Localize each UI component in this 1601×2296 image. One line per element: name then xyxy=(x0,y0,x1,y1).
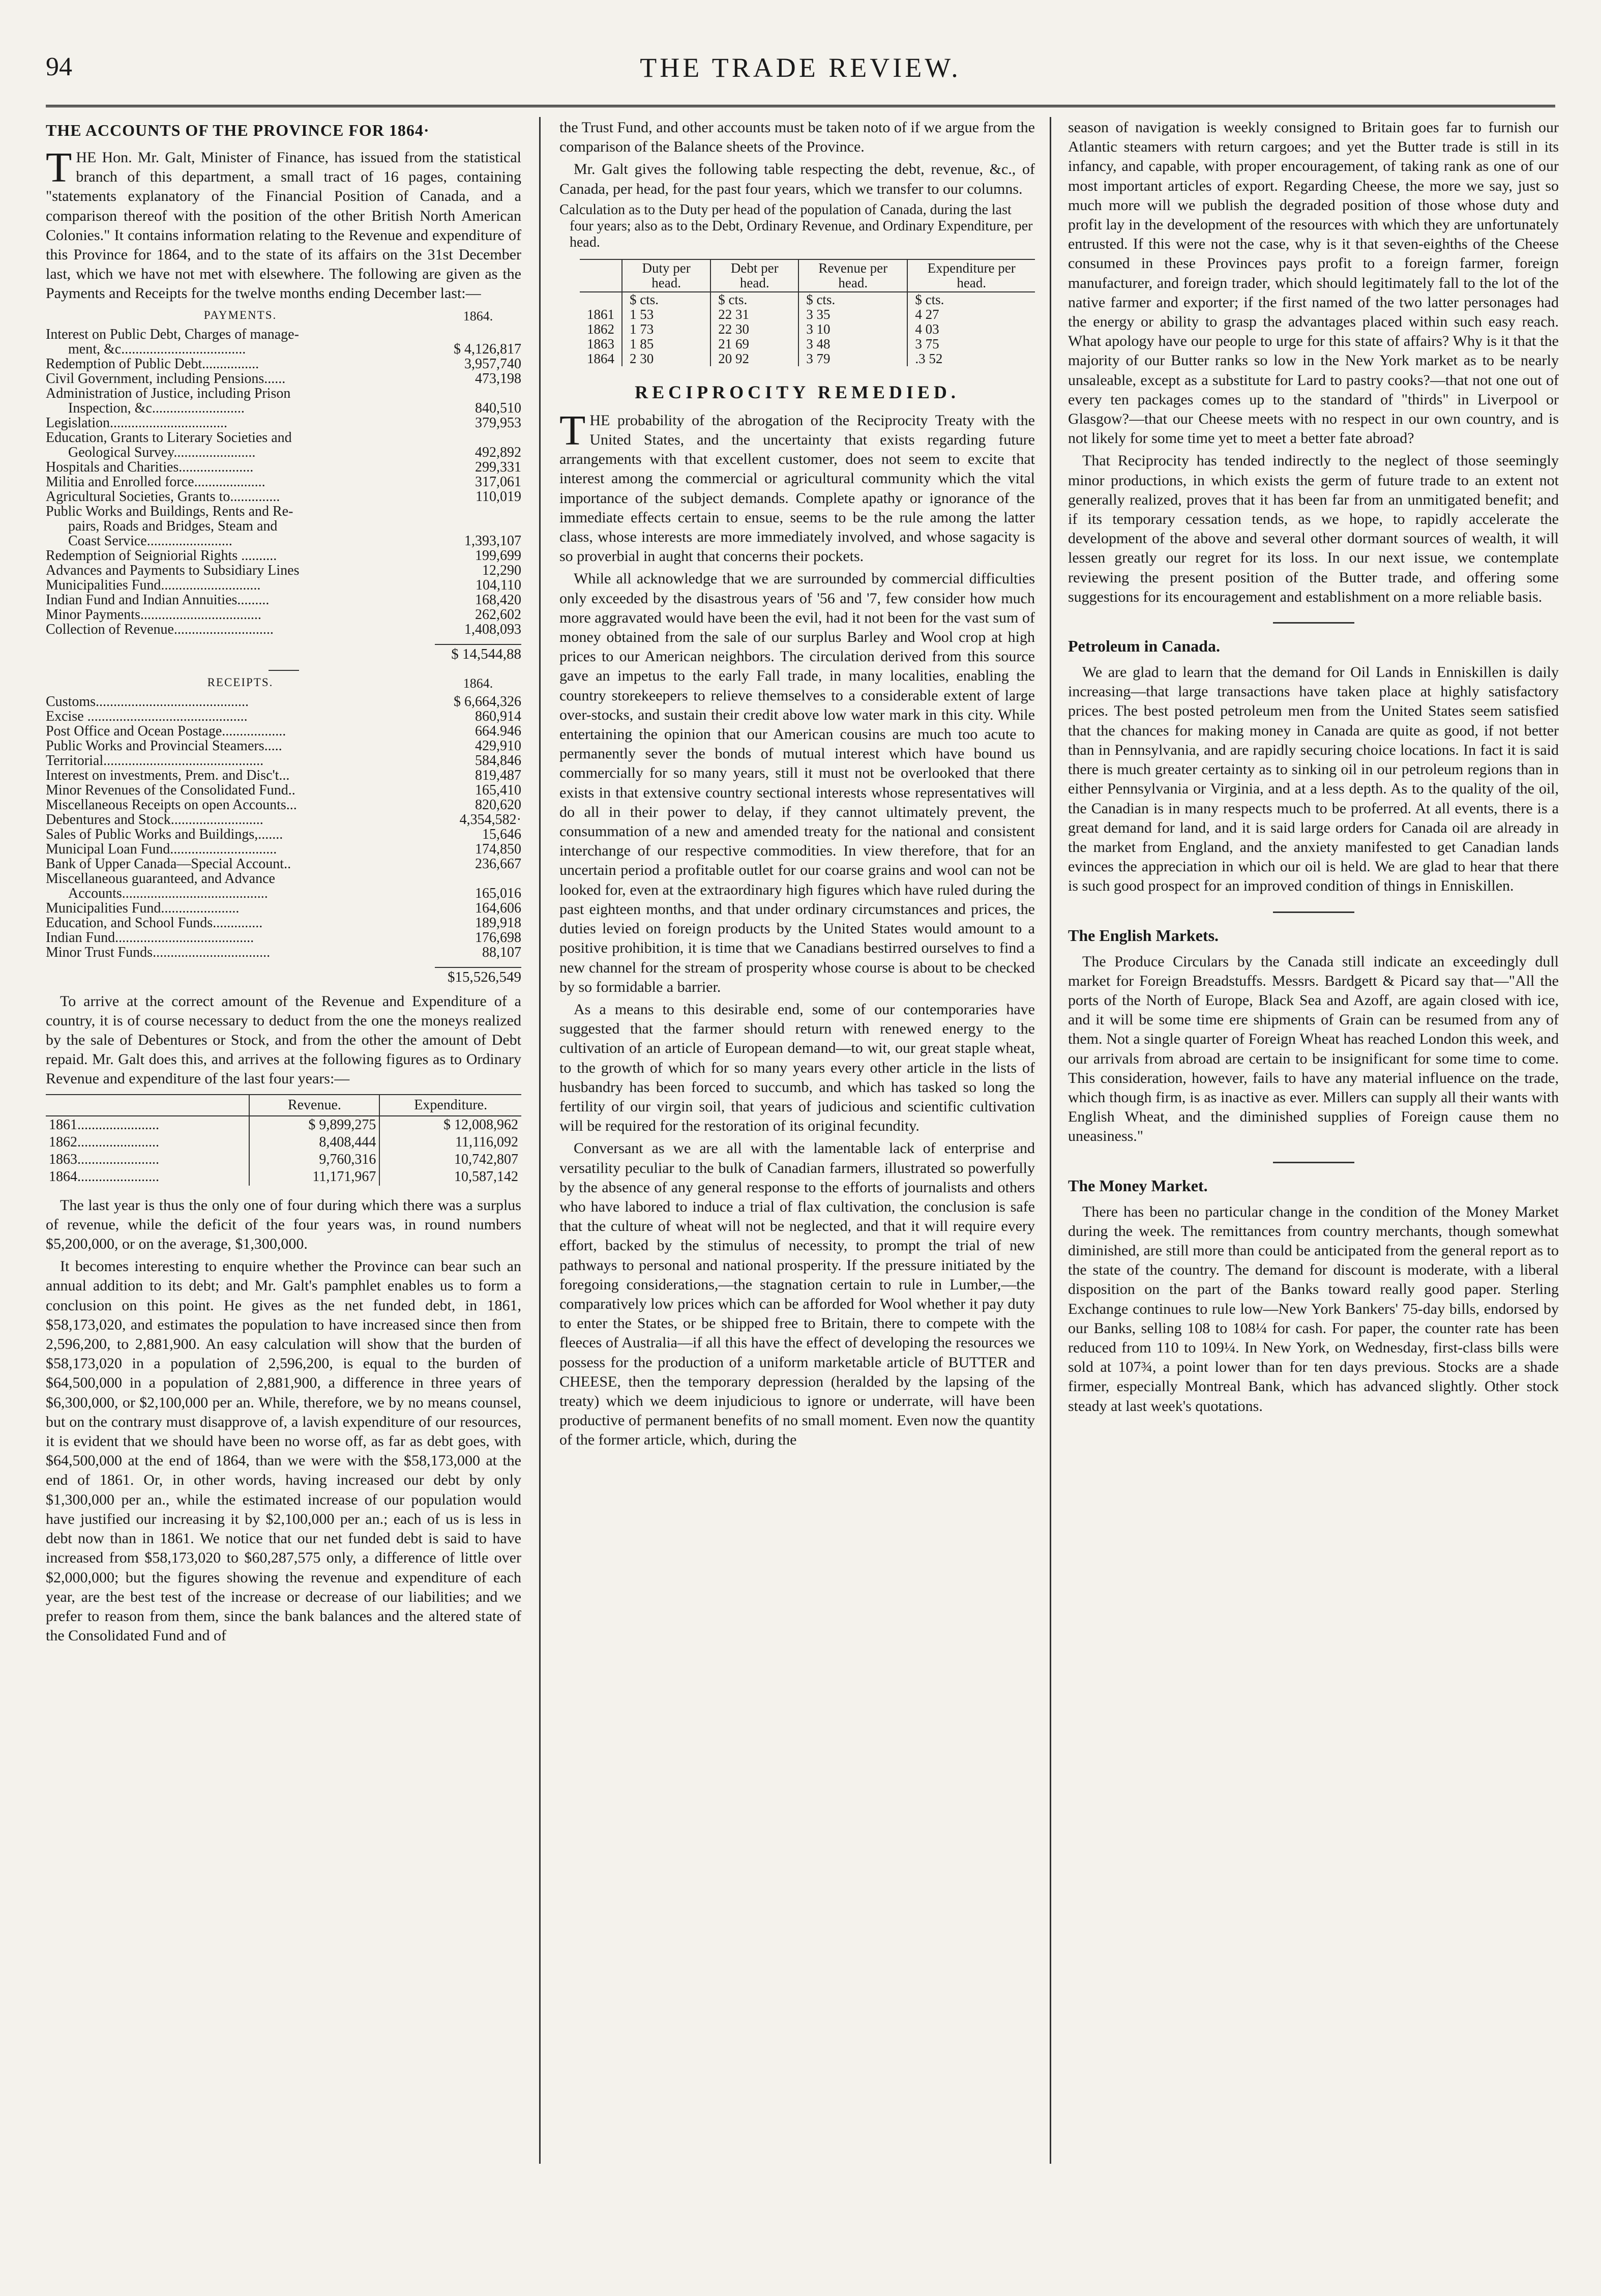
ledger-label: Territorial............................................. xyxy=(46,752,264,769)
payments-label: PAYMENTS. xyxy=(203,308,277,321)
table-header xyxy=(46,1095,249,1116)
divider xyxy=(1273,911,1354,913)
table-cell: 3 48 xyxy=(798,337,907,351)
ledger-label: Minor Payments.................................. xyxy=(46,606,261,623)
ledger-row xyxy=(46,901,521,916)
ledger-row xyxy=(46,783,521,798)
ledger-value: $ 4,126,817 xyxy=(454,341,521,357)
ledger-label: Debentures and Stock.......................... xyxy=(46,811,263,828)
drop-cap: T xyxy=(46,144,72,191)
unit-cell xyxy=(580,292,622,307)
table-cell: 3 75 xyxy=(907,337,1035,351)
table-cell: 3 79 xyxy=(798,351,907,366)
paragraph: There has been no particular change in the condition of the Money Market during the week. The remittances from country merchants, though somewhat diminished, are still more than could be anticipated from the general report as to the state of the country. The demand for discount is moderate, with a liberal disposition on the part of the Banks toward really good paper. Sterling Exchange continues to rule low—New York Bankers' 75-day bills, endorsed by our Banks, selling 108 to 108¼ for cash. For paper, the counter rate has been reduced from 110 to 109¼. In New York, on Wednesday, first-class bills were sold at 107¾, a point lower than for ten days previous. Stocks are a shade firmer, especially Montreal Bank, which has advanced slightly. Other stock steady at last week's quotations. xyxy=(1068,1203,1559,1415)
ledger-row xyxy=(46,534,521,548)
ledger-label: Civil Government, including Pensions...... xyxy=(46,370,286,387)
paragraph: Mr. Galt gives the following table respecting the debt, revenue, &c., of Canada, per head, for the past four years, which we transfer to our columns. xyxy=(559,161,1035,197)
intro-text: HE Hon. Mr. Galt, Minister of Finance, has issued from the statistical branch of this department, a small tract of 16 pages, containing "statements explanatory of the Financial Position of Canada, and a comparison thereof with the position of the other British North American Colonies." It contains information relating to the Revenue and expenditure of this Province for 1864, and to the state of its affairs on the 31st December last, which we have not met with elsewhere. The following are given as the Payments and Receipts for the twelve months ending December last:— xyxy=(46,149,521,302)
drop-cap: T xyxy=(559,406,586,454)
receipts-label: RECEIPTS. xyxy=(207,675,274,689)
ledger-value xyxy=(435,519,521,534)
ledger-row xyxy=(46,607,521,622)
column-1 xyxy=(46,118,521,2169)
article-intro xyxy=(46,144,521,304)
ledger-label: Municipalities Fund............................ xyxy=(46,577,261,593)
table-header: Revenue. xyxy=(249,1095,379,1116)
paragraph: While all acknowledge that we are surrounded by commercial difficulties only exceeded by the disastrous years of '56 and '7, few consider how much more aggravated would have been the evil, had it not been for the vast sum of money obtained from the sale of our surplus Barley and Wool crop at high prices to our American neighbors. The circulation derived from this source gave an impetus to the early Fall trade, in many localities, enabling the country storekeepers to relieve themselves to a considerable extent of large over-stocks, and sustain their credit above low water mark in this city. While entertaining the opinion that our American cousins are much too acute to permanently sever the bonds of mutual interest which have bound us commercially for so many years, still it must not be overlooked that there exists in that extensive country sectional interests whose representatives will do all in their power to delay, if they cannot ultimately prevent, the consummation of a new and amended treaty for the national and consistent interchange of our respective commodities. In view therefore, that for an uncertain period a profitable outlet for our coarse grains and wool can not be looked for, even at the extraordinary high figures which have ruled during the past eighteen months, and that under ordinary circumstances and prices, the duties levied on foreign products by the United States would amount to a positive prohibition, it is time that we Canadians bestirred ourselves to find a new channel for the stream of prosperity whose course is about to be checked by so formidable a barrier. xyxy=(559,570,1035,995)
ledger-row xyxy=(46,371,521,386)
ledger-row xyxy=(46,857,521,871)
ledger-label: Sales of Public Works and Buildings,....... xyxy=(46,826,283,842)
paragraph: It becomes interesting to enquire whether the Province can bear such an annual addition to its debt; and Mr. Galt's pamphlet enables us to form a conclusion on this point. He gives as the net funded debt, in 1861, $58,173,020, and estimates the population to have increased since then from 2,596,200, to 2,881,900. An easy calculation will show that the burden of $58,173,020 in a population of 2,596,200, is equal to the burden of $64,500,000 in a population of 2,881,900, a difference in three years of $6,300,000, or $2,100,000 per an. While, therefore, we by no means counsel, but on the contrary must disapprove of, a lavish expenditure of our resources, it is evident that we should have been no worse off, as far as debt goes, with $64,500,000 at the end of 1864, than we were with the $58,173,000 at the end of 1861. Or, in other words, having increased our debt by only $1,300,000 per an., while the estimated increase of our population would have justified our increasing it by $2,100,000 per an.; each of us is less in debt now than in 1861. We notice that our net funded debt is said to have increased from $58,173,020 to $60,287,575 only, a difference of little over $2,000,000; but the figures showing the revenue and expenditure of each year, are the best test of the increase or decrease of our liabilities; and we prefer to reason from them, since the bank balances and the altered state of the Consolidated Fund and of xyxy=(46,1258,521,1644)
table-cell: 1861 xyxy=(587,306,614,322)
ledger-row xyxy=(46,563,521,578)
ledger-value: 317,061 xyxy=(475,474,521,490)
ledger-row xyxy=(46,622,521,637)
divider xyxy=(269,670,299,671)
section-title: Petroleum in Canada. xyxy=(1068,637,1220,656)
unit-cell: $ cts. xyxy=(907,292,1035,307)
paragraph: We are glad to learn that the demand for Oil Lands in Enniskillen is daily increasing—that large transactions have taken place at highly satisfactory prices. The best posted petroleum men from the United States seem satisfied that the chances for making money in Canada are quite as good, if not better than in Pennsylvania, and are rapidly securing choice locations. In fact it is said there is much greater certainty as to sinking oil in our petroleum regions than in either Pennsylvania or Virginia, and at a less depth. As to the quality of the oil, the Canadian is in many respects much to be proferred. At all events, there is a great demand for land, and it is said large orders for Canada oil are already in the market from England, and the anxiety manifested to get Canadian lands evinces the appreciation in which our oil is held. We are glad to hear that there is such good prospect for an improved condition of things in Enniskillen. xyxy=(1068,664,1559,895)
ledger-value: 164,606 xyxy=(475,900,521,916)
table-row xyxy=(580,337,1035,351)
receipts-year: 1864. xyxy=(463,675,493,691)
ledger-row xyxy=(46,357,521,371)
ledger-value: 4,354,582· xyxy=(459,811,521,828)
ledger-row xyxy=(46,401,521,416)
paragraph: Conversant as we are all with the lamentable lack of enterprise and versatility peculiar to the bulk of Canadian farmers, illustrated so powerfully by the absence of any general response to the efforts of journalists and others who have labored to induce a trial of flax cultivation, the conclusion is safe that the culture of wheat will not be neglected, and that it will require every effort, backed by the stimulus of necessity, to prompt the trial of new pathways to personal and national prosperity. If the pressure initiated by the foregoing considerations,—the stagnation certain to rule in Lumber,—the comparatively low prices which can be afforded for Wool whether it pay duty to enter the States, or be shipped free to Britain, there to compete with the fleeces of Australia—if all this have the effect of developing the resources we possess for the production of a uniform marketable article of BUTTER and CHEESE, then the temporary depression (heralded by the lapsing of the treaty) which we deem injudicious to ignore or underrate, will have been productive of permanent benefits of no small moment. Even now the quantity of the former article, which, during the xyxy=(559,1140,1035,1449)
table-cell: 1 73 xyxy=(622,322,710,337)
ledger-value: 15,646 xyxy=(482,826,521,842)
ledger-value: $ 6,664,326 xyxy=(454,693,521,710)
ledger-value: 492,892 xyxy=(475,444,521,460)
revenue-cell: 9,760,316 xyxy=(249,1151,379,1168)
ledger-label: Legislation................................. xyxy=(46,415,227,431)
table-cell: 1 53 xyxy=(622,307,710,322)
ledger-label: Inspection, &c.......................... xyxy=(68,400,245,416)
column-rule xyxy=(539,117,541,2164)
ledger-row xyxy=(46,416,521,430)
table-cell: .3 52 xyxy=(907,351,1035,366)
ledger-row xyxy=(46,519,521,534)
ledger-row xyxy=(46,342,521,357)
ledger-row xyxy=(46,386,521,401)
ledger-label: Municipal Loan Fund.............................. xyxy=(46,841,277,857)
table-row xyxy=(46,1151,521,1168)
ledger-value: 820,620 xyxy=(475,797,521,813)
ledger-value xyxy=(435,430,521,445)
divider xyxy=(1273,1162,1354,1163)
ledger-label: Interest on Public Debt, Charges of manage- xyxy=(46,326,299,342)
article-title: THE ACCOUNTS OF THE PROVINCE FOR 1864· xyxy=(46,121,430,139)
ledger-value: 165,016 xyxy=(475,885,521,901)
revenue-cell: 8,408,444 xyxy=(249,1134,379,1151)
unit-cell: $ cts. xyxy=(710,292,798,307)
ledger-label: Municipalities Fund...................... xyxy=(46,900,240,916)
ledger-row xyxy=(46,504,521,519)
ledger-row xyxy=(46,593,521,607)
ledger-value: 299,331 xyxy=(475,459,521,475)
table-cell: 22 30 xyxy=(710,322,798,337)
ledger-row xyxy=(46,548,521,563)
divider xyxy=(1273,622,1354,624)
ledger-label: Collection of Revenue............................ xyxy=(46,621,274,637)
table-header: Expenditure. xyxy=(379,1095,521,1116)
paragraph: That Reciprocity has tended indirectly to the neglect of those seemingly minor productions, in which exists the germ of future trade to an extent not generally realized, proves that it has been far from an unmitigated benefit; and if its temporary cessation tends, as we hope, to rapidly accelerate the development of the above and several other dormant sources of wealth, it will lessen greatly our regret for its loss. In our next issue, we contemplate reviewing the present position of the Butter trade, and offering some suggestions for its encouragement and establishment on a more reliable basis. xyxy=(1068,452,1559,605)
table-cell: 22 31 xyxy=(710,307,798,322)
ledger-value: 189,918 xyxy=(475,915,521,931)
revenue-expenditure-table xyxy=(46,1094,521,1186)
ledger-row xyxy=(46,724,521,739)
table-caption: Calculation as to the Duty per head of the population of Canada, during the last four years; also as to the Debt, Ordinary Revenue, and Ordinary Expenditure, per head. xyxy=(559,201,1033,250)
ledger-value xyxy=(435,327,521,342)
receipts-ledger xyxy=(46,694,521,960)
ledger-label: Advances and Payments to Subsidiary Lines xyxy=(46,562,300,578)
ledger-label: Education, Grants to Literary Societies and xyxy=(46,429,292,446)
ledger-value: 473,198 xyxy=(475,370,521,387)
ledger-value xyxy=(435,504,521,519)
ledger-value: 110,019 xyxy=(476,488,521,505)
receipts-total: $15,526,549 xyxy=(435,967,521,986)
column-rule xyxy=(1050,117,1051,2164)
ledger-row xyxy=(46,445,521,460)
ledger-value: 584,846 xyxy=(475,752,521,769)
ledger-value: 860,914 xyxy=(475,708,521,724)
ledger-label: Indian Fund and Indian Annuities......... xyxy=(46,592,270,608)
year-cell: 1864....................... xyxy=(49,1168,159,1185)
ledger-label: Redemption of Public Debt................ xyxy=(46,356,259,372)
ledger-row xyxy=(46,827,521,842)
ledger-row xyxy=(46,812,521,827)
ledger-value xyxy=(435,871,521,886)
ledger-label: Accounts......................................... xyxy=(68,885,268,901)
table-header: Expenditure per head. xyxy=(907,259,1035,292)
payments-total: $ 14,544,88 xyxy=(435,644,521,663)
table-header xyxy=(580,259,622,292)
table-cell: 1864 xyxy=(587,350,614,366)
ledger-label: Excise ............................................. xyxy=(46,708,248,724)
year-cell: 1861....................... xyxy=(49,1116,159,1133)
article-intro xyxy=(559,406,1035,567)
ledger-label: Coast Service........................ xyxy=(68,533,232,549)
table-cell: 3 10 xyxy=(798,322,907,337)
ledger-row xyxy=(46,871,521,886)
table-body xyxy=(46,1116,521,1186)
ledger-value: 262,602 xyxy=(475,606,521,623)
payments-ledger xyxy=(46,327,521,637)
ledger-value: 236,667 xyxy=(475,856,521,872)
ledger-value: 429,910 xyxy=(475,738,521,754)
table-header: Debt per head. xyxy=(710,259,798,292)
ledger-row xyxy=(46,930,521,945)
ledger-label: Customs........................................... xyxy=(46,693,249,710)
ledger-label: Redemption of Seigniorial Rights .......... xyxy=(46,547,277,564)
payments-year: 1864. xyxy=(463,308,493,323)
ledger-row xyxy=(46,327,521,342)
intro-text: HE probability of the abrogation of the Reciprocity Treaty with the United States, and the uncertainty that exists regarding future arrangements with that excellent customer, does not seem to excite that interest among the commercial or agricultural community which the vital importance of the subject demands. Complete apathy or ignorance of the immediate effects certain to ensue, seems to be the rule among the latter class, whose interests are more immediately involved, and whose sagacity is so proverbial in aught that concerns their pockets. xyxy=(559,411,1035,565)
ledger-row xyxy=(46,578,521,593)
table-cell: 3 35 xyxy=(798,307,907,322)
year-cell: 1862....................... xyxy=(49,1134,159,1150)
ledger-row xyxy=(46,842,521,857)
ledger-label: Administration of Justice, including Prison xyxy=(46,385,291,401)
ledger-row xyxy=(46,798,521,812)
table-row xyxy=(46,1116,521,1134)
ledger-label: pairs, Roads and Bridges, Steam and xyxy=(68,518,278,534)
table-row xyxy=(46,1168,521,1186)
ledger-value: 174,850 xyxy=(475,841,521,857)
ledger-value: 1,393,107 xyxy=(464,533,521,549)
expenditure-cell: 11,116,092 xyxy=(379,1134,521,1151)
ledger-row xyxy=(46,694,521,709)
ledger-value: 3,957,740 xyxy=(464,356,521,372)
ledger-row xyxy=(46,886,521,901)
ledger-label: Public Works and Provincial Steamers..... xyxy=(46,738,282,754)
ledger-row xyxy=(46,753,521,768)
ledger-label: Interest on investments, Prem. and Disc't... xyxy=(46,767,290,783)
section-title: The Money Market. xyxy=(1068,1176,1208,1195)
ledger-label: Minor Trust Funds................................. xyxy=(46,944,271,960)
table-header: Revenue per head. xyxy=(798,259,907,292)
ledger-value xyxy=(435,386,521,401)
paragraph: the Trust Fund, and other accounts must be taken noto of if we argue from the comparison of the Balance sheets of the Province. xyxy=(559,119,1035,156)
ledger-value: 664.946 xyxy=(475,723,521,739)
ledger-label: Miscellaneous guaranteed, and Advance xyxy=(46,870,275,887)
section-title: The English Markets. xyxy=(1068,926,1219,945)
table-header-row xyxy=(580,259,1035,292)
ledger-row xyxy=(46,768,521,783)
ledger-label: ment, &c................................... xyxy=(68,341,246,357)
masthead xyxy=(46,49,1555,107)
ledger-value: 176,698 xyxy=(475,929,521,946)
ledger-value: 165,410 xyxy=(475,782,521,798)
per-head-table xyxy=(580,259,1035,366)
table-cell: 4 03 xyxy=(907,322,1035,337)
table-header: Duty per head. xyxy=(622,259,710,292)
ledger-label: Minor Revenues of the Consolidated Fund.. xyxy=(46,782,295,798)
revenue-cell: $ 9,899,275 xyxy=(249,1116,379,1134)
paragraph: The Produce Circulars by the Canada still indicate an exceedingly dull market for Foreign Breadstuffs. Messrs. Bardgett & Picard say that—"All the ports of the North of Europe, Black Sea and Azoff, are again closed with ice, and it will be some time ere shipments of Grain can be resumed from any of them. Not a single quarter of Foreign Wheat has reached London this week, and our arrivals from abroad are certain to be insignificant for some time to come. This consideration, however, fails to have any material influence on the trade, which though firm, is as inactive as ever. Millers can supply all their wants with English Wheat, and the diminished supplies of Foreign cause them no uneasiness." xyxy=(1068,953,1559,1145)
table-row xyxy=(580,351,1035,366)
ledger-label: Miscellaneous Receipts on open Accounts... xyxy=(46,797,297,813)
article-title: RECIPROCITY REMEDIED. xyxy=(635,381,960,402)
expenditure-cell: 10,587,142 xyxy=(379,1168,521,1186)
ledger-label: Public Works and Buildings, Rents and Re- xyxy=(46,503,293,519)
ledger-label: Militia and Enrolled force.................... xyxy=(46,474,265,490)
ledger-row xyxy=(46,739,521,753)
ledger-row xyxy=(46,489,521,504)
ledger-value: 379,953 xyxy=(475,415,521,431)
ledger-value: 88,107 xyxy=(482,944,521,960)
table-row xyxy=(46,1134,521,1151)
ledger-value: 199,699 xyxy=(475,547,521,564)
paragraph: The last year is thus the only one of four during which there was a surplus of revenue, while the deficit of the four years was, in round numbers $5,200,000, or on the average, $1,300,000. xyxy=(46,1196,521,1253)
table-cell: 2 30 xyxy=(622,351,710,366)
unit-cell: $ cts. xyxy=(798,292,907,307)
ledger-row xyxy=(46,709,521,724)
ledger-label: Bank of Upper Canada—Special Account.. xyxy=(46,856,291,872)
table-units-row xyxy=(580,292,1035,307)
ledger-label: Geological Survey....................... xyxy=(68,444,256,460)
paragraph: As a means to this desirable end, some of our contemporaries have suggested that the farmer should return with renewed energy to the cultivation of an article of European demand—to wit, our great staple wheat, to the growth of which for so many years every other article in the lists of husbandry has been forced to succumb, and which has tasked so long the fertility of our virgin soil, that years of judicious and scientific cultivation will be required for the restoration of its original fecundity. xyxy=(559,1000,1035,1135)
column-2 xyxy=(559,118,1035,2169)
table-body xyxy=(580,307,1035,366)
ledger-label: Indian Fund....................................... xyxy=(46,929,254,946)
table-cell: 20 92 xyxy=(710,351,798,366)
expenditure-cell: $ 12,008,962 xyxy=(379,1116,521,1134)
table-cell: 21 69 xyxy=(710,337,798,351)
paragraph: To arrive at the correct amount of the Revenue and Expenditure of a country, it is of course necessary to deduct from the one the moneys realized by the sale of Debentures or Stock, and from the other the amount of Debt repaid. Mr. Galt does this, and arrives at the following figures as to Ordinary Revenue and expenditure of the last four years:— xyxy=(46,992,521,1087)
revenue-cell: 11,171,967 xyxy=(249,1168,379,1186)
table-cell: 1 85 xyxy=(622,337,710,351)
expenditure-cell: 10,742,807 xyxy=(379,1151,521,1168)
ledger-label: Agricultural Societies, Grants to.............. xyxy=(46,488,280,505)
ledger-value: 840,510 xyxy=(475,400,521,416)
ledger-value: 1,408,093 xyxy=(464,621,521,637)
ledger-value: 104,110 xyxy=(476,577,521,593)
ledger-row xyxy=(46,475,521,489)
receipts-header xyxy=(46,676,521,691)
paragraph: season of navigation is weekly consigned to Britain goes far to furnish our Atlantic steamers with return cargoes; and yet the Butter trade is still in its infancy, and capable, with proper encouragement, of taking rank as one of our most important articles of export. Regarding Cheese, the more we say, just so much more will we publish the degraded position of those whose duty and profit lay in the development of the resources with which they are unfortunately entrusted. If this were not the case, why is it that seven-eighths of the Cheese consumed in these Provinces pays profit to a foreign farmer, foreign manufacturer, and foreign trader, which should legitimately fall to the lot of the native farmer and exporter; if the first named of the two latter personages had the energy or ability to grasp the advantages placed within such easy reach. What apology have our people to urge for this state of affairs? Why is it that the majority of our Butter ranks so low in the New York market as to be nearly unsaleable, except as a substitute for Lard to pastry cooks?—that not one out of every ten packages comes up to the standard of "thirds" in Liverpool or Glasgow?—that our Cheese meets with no respect in our own country, and is not likely for some time yet to meet a better fate abroad? xyxy=(1068,119,1559,447)
table-cell: 1862 xyxy=(587,321,614,337)
table-row xyxy=(580,322,1035,337)
ledger-row xyxy=(46,916,521,930)
ledger-row xyxy=(46,945,521,960)
ledger-value: 819,487 xyxy=(475,767,521,783)
ledger-label: Hospitals and Charities..................... xyxy=(46,459,254,475)
page-number: 94 xyxy=(46,52,72,81)
table-cell: 4 27 xyxy=(907,307,1035,322)
unit-cell: $ cts. xyxy=(622,292,710,307)
ledger-row xyxy=(46,430,521,445)
ledger-value: 168,420 xyxy=(475,592,521,608)
ledger-label: Education, and School Funds.............. xyxy=(46,915,263,931)
table-row xyxy=(580,307,1035,322)
ledger-label: Post Office and Ocean Postage.................. xyxy=(46,723,286,739)
payments-header xyxy=(46,309,521,324)
ledger-row xyxy=(46,460,521,475)
table-cell: 1863 xyxy=(587,336,614,351)
year-cell: 1863....................... xyxy=(49,1151,159,1167)
ledger-value: 12,290 xyxy=(482,562,521,578)
running-title: THE TRADE REVIEW. xyxy=(640,52,961,83)
column-3 xyxy=(1068,118,1559,2169)
